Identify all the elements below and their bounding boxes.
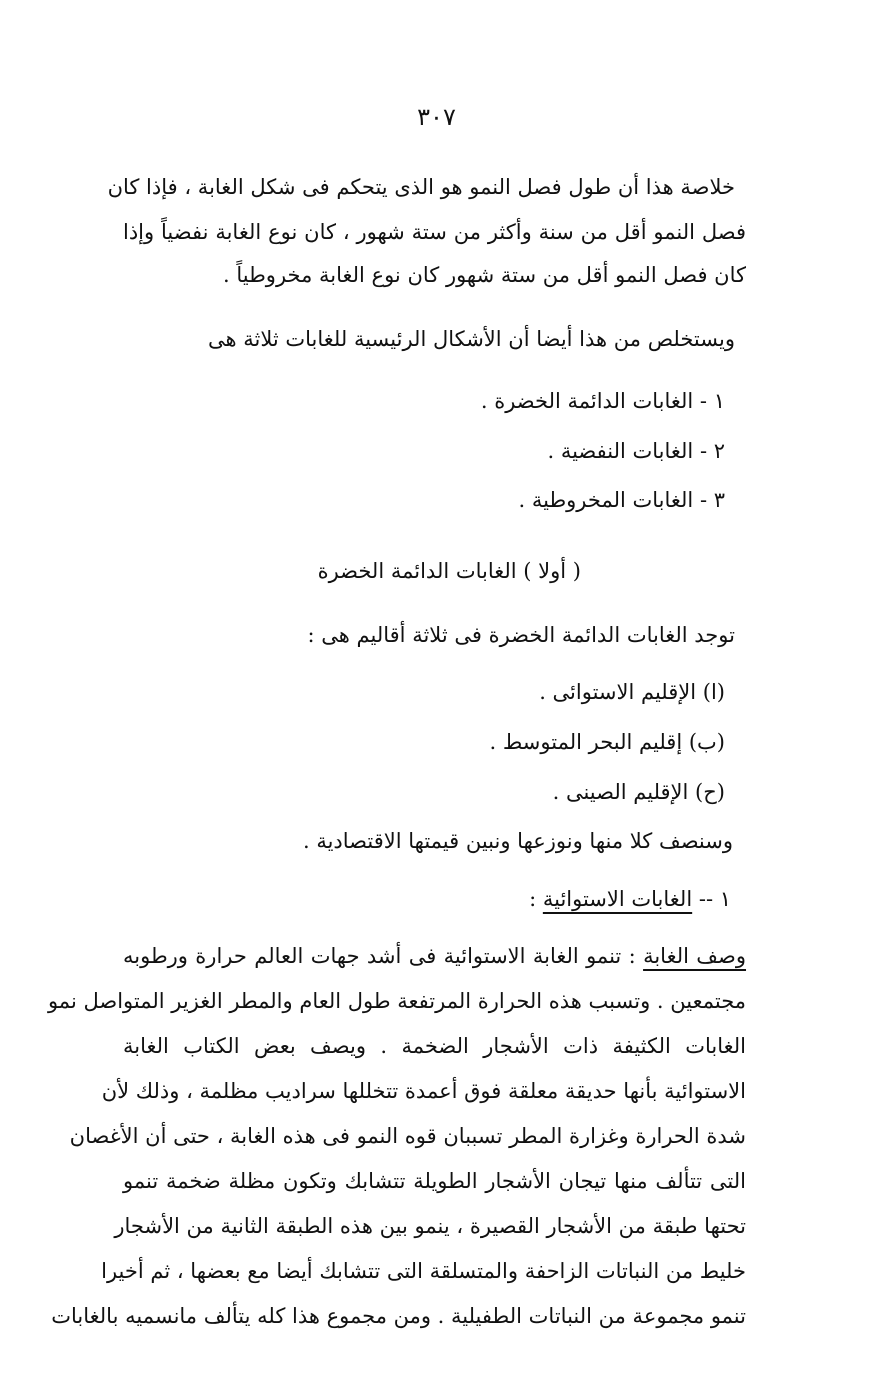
subsection-colon: : [529, 887, 543, 911]
list-item: ١ - الغابات الدائمة الخضرة . [480, 389, 725, 413]
regions-intro: توجد الغابات الدائمة الخضرة فى ثلاثة أقاليم هى : [307, 623, 735, 647]
forms-intro: ويستخلص من هذا أيضا أن الأشكال الرئيسية للغابات ثلاثة هى [207, 327, 735, 351]
description-label: وصف الغابة [643, 944, 747, 968]
subsection-heading [529, 884, 731, 914]
description-line: الاستوائية بأنها حديقة معلقة فوق أعمدة تتخللها سراديب مظلمة ، وذلك لأن [101, 1079, 746, 1103]
description-line: تحتها طبقة من الأشجار القصيرة ، ينمو بين هذه الطبقة الثانية من الأشجار [114, 1214, 746, 1238]
list-item: (ب) إقليم البحر المتوسط . [489, 730, 725, 754]
description-line: مجتمعين . وتسبب هذه الحرارة المرتفعة طول العام والمطر الغزير المتواصل نمو [47, 989, 746, 1013]
description-line: التى تتألف منها تيجان الأشجار الطويلة تتشابك وتكون مظلة ضخمة تنمو [123, 1169, 746, 1193]
page-number: ٣٠٧ [417, 103, 456, 131]
subsection-title: الغابات الاستوائية [542, 887, 693, 911]
description-line: خليط من النباتات الزاحفة والمتسلقة التى تتشابك أيضا مع بعضها ، ثم أخيرا [101, 1259, 746, 1283]
description-first-line-text: : تنمو الغابة الاستوائية فى أشد جهات العالم حرارة ورطوبه [123, 944, 644, 968]
description-line: تنمو مجموعة من النباتات الطفيلية . ومن مجموع هذا كله يتألف مانسميه بالغابات [51, 1304, 746, 1328]
section-heading: ( أولا ) الغابات الدائمة الخضرة [317, 559, 581, 583]
description-line: شدة الحرارة وغزارة المطر تسببان قوه النمو فى هذه الغابة ، حتى أن الأغصان [69, 1124, 746, 1148]
intro-line: فصل النمو أقل من سنة وأكثر من ستة شهور ، كان نوع الغابة نفضياً وإذا [123, 220, 746, 244]
list-item: ٢ - الغابات النفضية . [547, 439, 725, 463]
intro-line: كان فصل النمو أقل من ستة شهور كان نوع الغابة مخروطياً . [223, 263, 746, 287]
description-line [123, 941, 746, 971]
list-item: (ا) الإقليم الاستوائى . [539, 680, 725, 704]
regions-outro: وسنصف كلا منها ونوزعها ونبين قيمتها الاقتصادية . [302, 829, 733, 853]
list-item: ٣ - الغابات المخروطية . [518, 488, 725, 512]
list-item: (ح) الإقليم الصينى . [552, 780, 725, 804]
description-line: الغابات الكثيفة ذات الأشجار الضخمة . ويصف بعض الكتاب الغابة [123, 1034, 746, 1058]
intro-line: خلاصة هذا أن طول فصل النمو هو الذى يتحكم فى شكل الغابة ، فإذا كان [107, 175, 735, 199]
subsection-number: ١ -- [692, 887, 731, 911]
